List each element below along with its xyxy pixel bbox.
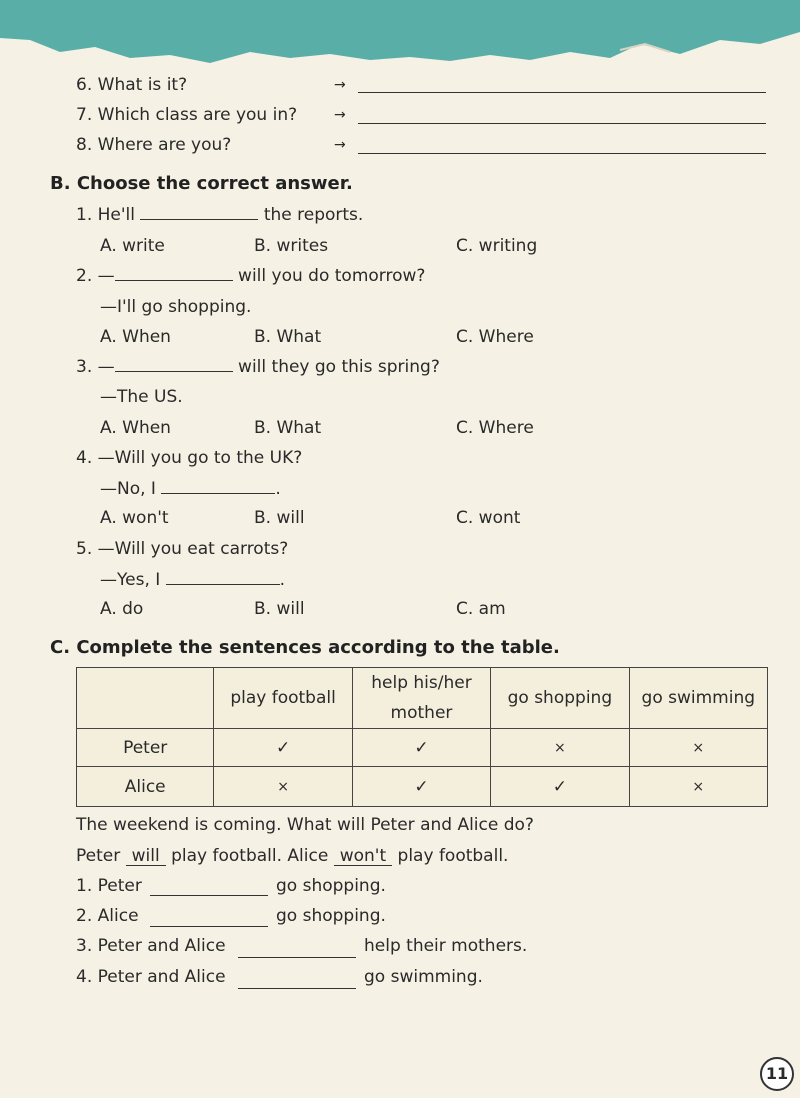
b-reply-4	[100, 478, 281, 500]
option-a[interactable]: A. do	[100, 599, 144, 619]
c-item-3-after: help their mothers.	[364, 936, 528, 956]
c-item-1-after: go shopping.	[276, 876, 386, 896]
arrow-icon: →	[334, 107, 346, 123]
answer-blank[interactable]	[358, 153, 766, 154]
answer-blank[interactable]	[238, 957, 356, 958]
mark-cell: ✓	[352, 729, 490, 767]
answer-blank[interactable]	[238, 988, 356, 989]
question-text: —	[97, 266, 115, 286]
option-c[interactable]: C. wont	[456, 508, 521, 528]
table-row	[77, 729, 768, 767]
mark-cell: ✓	[491, 767, 629, 807]
answer-blank[interactable]	[140, 205, 258, 220]
question-text: —	[97, 357, 115, 377]
table-header-row	[77, 668, 768, 729]
c-item-1	[76, 875, 142, 897]
b-question-4	[76, 447, 302, 469]
option-a[interactable]: A. When	[100, 327, 171, 347]
b-reply-2: —I'll go shopping.	[100, 297, 252, 317]
option-b[interactable]: B. What	[254, 418, 322, 438]
section-b-title: B. Choose the correct answer.	[50, 173, 353, 194]
header-line-1: help his/her	[371, 673, 472, 693]
c-item-3	[76, 935, 226, 957]
row-name: Alice	[77, 767, 214, 807]
b-question-1	[76, 204, 363, 226]
answer-blank[interactable]	[166, 570, 280, 585]
b-reply-3: —The US.	[100, 387, 183, 407]
item-number: 4.	[76, 967, 93, 987]
item-text: Alice	[97, 906, 139, 926]
option-c[interactable]: C. writing	[456, 236, 538, 256]
option-c[interactable]: C. Where	[456, 327, 534, 347]
item-number: 8.	[76, 135, 93, 155]
header-play-football: play football	[214, 668, 352, 729]
section-c-title: C. Complete the sentences according to the table.	[50, 637, 560, 658]
option-c[interactable]: C. Where	[456, 418, 534, 438]
answer-blank[interactable]	[161, 479, 275, 494]
option-b[interactable]: B. will	[254, 508, 305, 528]
example-text: Peter	[76, 846, 121, 866]
question-text: will you do tomorrow?	[238, 266, 426, 286]
arrow-icon: →	[334, 137, 346, 153]
option-b[interactable]: B. writes	[254, 236, 329, 256]
item-number: 2.	[76, 906, 93, 926]
item-number: 7.	[76, 105, 93, 125]
item-text: Which class are you in?	[97, 105, 298, 125]
question-text: —Will you eat carrots?	[97, 539, 289, 559]
option-a[interactable]: A. write	[100, 236, 165, 256]
example-text: play football. Alice	[171, 846, 329, 866]
item-text: Peter	[97, 876, 142, 896]
b-question-3	[76, 356, 440, 378]
item-number: 6.	[76, 75, 93, 95]
b-question-2	[76, 265, 425, 287]
c-example	[76, 845, 508, 867]
item-text: Where are you?	[97, 135, 232, 155]
item-text: What is it?	[97, 75, 188, 95]
item-number: 3.	[76, 936, 93, 956]
question-text: —Will you go to the UK?	[97, 448, 303, 468]
reply-text: —No, I	[100, 479, 156, 499]
c-item-2	[76, 905, 139, 927]
example-answer: won't	[334, 847, 392, 866]
option-c[interactable]: C. am	[456, 599, 506, 619]
item-number: 2.	[76, 266, 93, 286]
mark-cell: ×	[491, 729, 629, 767]
header-help-mother	[352, 668, 490, 729]
answer-blank[interactable]	[358, 123, 766, 124]
page-number: 11	[760, 1057, 794, 1091]
reply-text: .	[279, 570, 286, 590]
row-name: Peter	[77, 729, 214, 767]
option-b[interactable]: B. What	[254, 327, 322, 347]
mark-cell: ×	[629, 767, 767, 807]
answer-blank[interactable]	[115, 357, 233, 372]
mark-cell: ✓	[352, 767, 490, 807]
a-item-6	[76, 74, 187, 96]
header-go-shopping: go shopping	[491, 668, 629, 729]
question-text: He'll	[97, 205, 136, 225]
item-number: 4.	[76, 448, 93, 468]
arrow-icon: →	[334, 77, 346, 93]
option-b[interactable]: B. will	[254, 599, 305, 619]
header-corner	[77, 668, 214, 729]
question-text: the reports.	[263, 205, 364, 225]
item-number: 1.	[76, 876, 93, 896]
item-text: Peter and Alice	[97, 936, 226, 956]
header-banner	[0, 0, 800, 80]
item-text: Peter and Alice	[97, 967, 226, 987]
answer-blank[interactable]	[358, 92, 766, 93]
header-line-2: mother	[390, 703, 453, 723]
item-number: 3.	[76, 357, 93, 377]
answer-blank[interactable]	[115, 266, 233, 281]
a-item-8	[76, 134, 231, 156]
header-go-swimming: go swimming	[629, 668, 767, 729]
mark-cell: ✓	[214, 729, 352, 767]
b-question-5	[76, 538, 288, 560]
example-answer: will	[126, 847, 166, 866]
mark-cell: ×	[629, 729, 767, 767]
reply-text: .	[275, 479, 281, 499]
c-item-4	[76, 966, 226, 988]
question-text: will they go this spring?	[238, 357, 440, 377]
option-a[interactable]: A. won't	[100, 508, 169, 528]
c-intro: The weekend is coming. What will Peter and Alice do?	[76, 815, 534, 835]
example-text: play football.	[397, 846, 509, 866]
table-row	[77, 767, 768, 807]
c-item-2-after: go shopping.	[276, 906, 386, 926]
mark-cell: ×	[214, 767, 352, 807]
reply-text: —Yes, I	[100, 570, 161, 590]
answer-blank[interactable]	[150, 895, 268, 896]
item-number: 1.	[76, 205, 93, 225]
answer-blank[interactable]	[150, 926, 268, 927]
option-a[interactable]: A. When	[100, 418, 171, 438]
item-number: 5.	[76, 539, 93, 559]
activity-table	[76, 667, 768, 807]
c-item-4-after: go swimming.	[364, 967, 483, 987]
b-reply-5	[100, 569, 285, 591]
a-item-7	[76, 104, 297, 126]
